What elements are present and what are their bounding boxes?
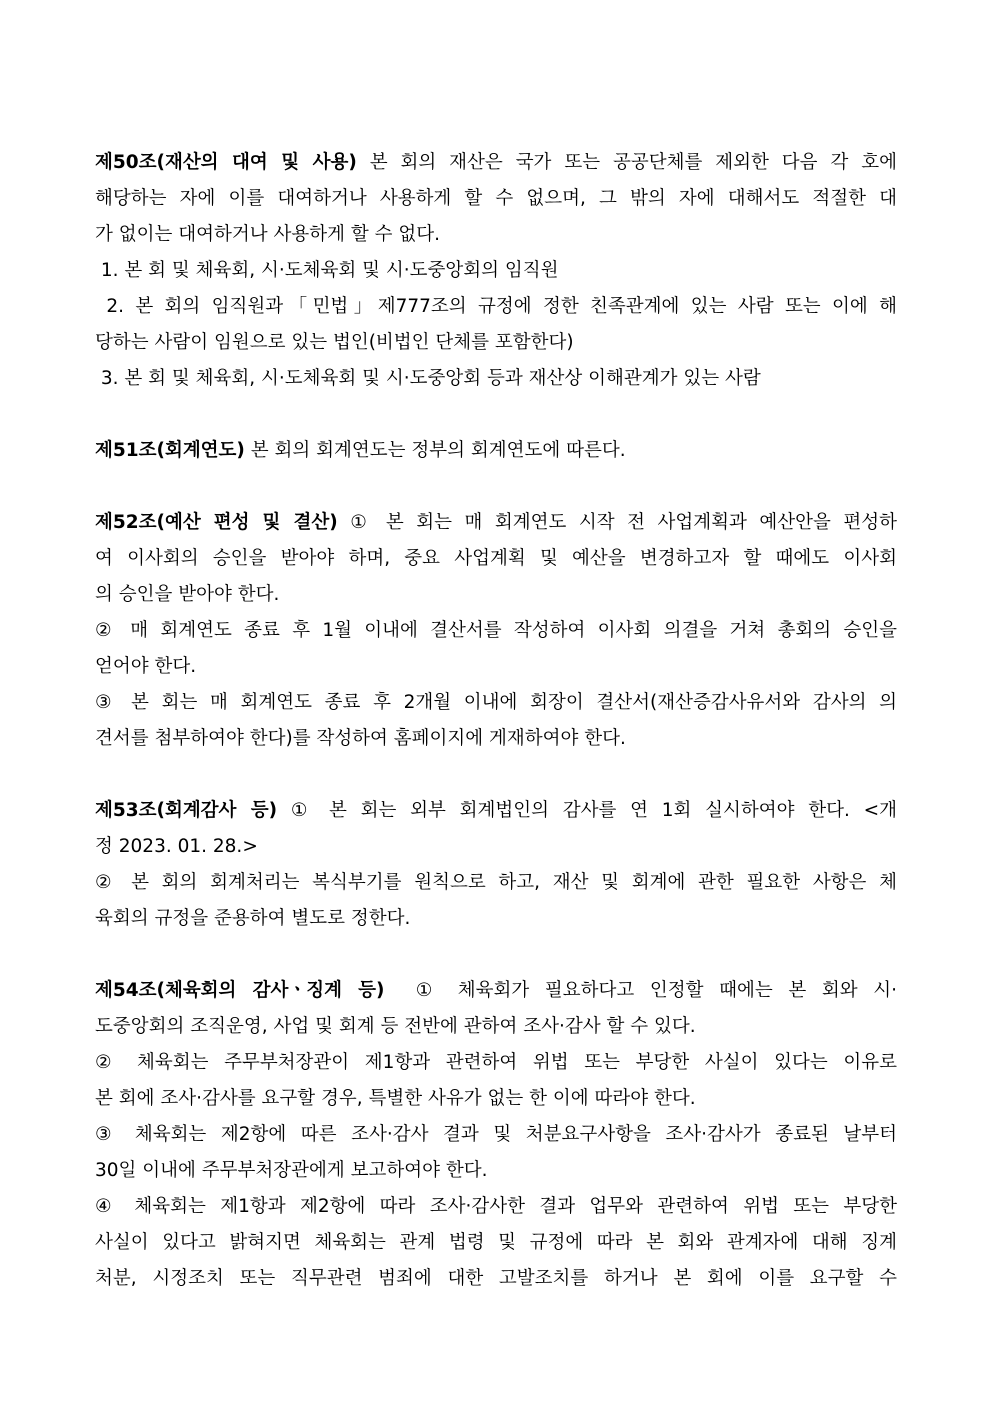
article-54-line-9: 처분, 시정조치 또는 직무관련 범죄에 대한 고발조치를 하거나 본 회에 이를 요구할 수 xyxy=(95,1268,897,1289)
article-52-title: 제52조(예산 편성 및 결산) xyxy=(95,512,338,533)
article-50-item-1: 1. 본 회 및 체육회, 시·도체육회 및 시·도중앙회의 임직원 xyxy=(95,260,559,281)
article-52-line-1 xyxy=(95,510,897,536)
article-51-text: 본 회의 회계연도는 정부의 회계연도에 따른다. xyxy=(250,440,626,461)
article-50-line-2: 해당하는 자에 이를 대여하거나 사용하게 할 수 없으며, 그 밖의 자에 대해서도 적절한 대 xyxy=(95,188,897,209)
article-52-line-3: 의 승인을 받아야 한다. xyxy=(95,584,280,605)
article-52-text: ① 본 회는 매 회계연도 시작 전 사업계획과 예산안을 편성하 xyxy=(350,512,898,533)
article-51-title: 제51조(회계연도) xyxy=(95,440,245,461)
article-50-line-3: 가 없이는 대여하거나 사용하게 할 수 없다. xyxy=(95,224,440,245)
article-54-line-5: ③ 체육회는 제2항에 따른 조사·감사 결과 및 처분요구사항을 조사·감사가 종료된 날부터 xyxy=(95,1124,897,1145)
article-53-text: ① 본 회는 외부 회계법인의 감사를 연 1회 실시하여야 한다. <개 xyxy=(290,800,898,821)
article-50-text: 본 회의 재산은 국가 또는 공공단체를 제외한 다음 각 호에 xyxy=(369,152,897,173)
article-54-title: 제54조(체육회의 감사ㆍ징계 등) xyxy=(95,980,385,1001)
article-51-line-1 xyxy=(95,438,897,464)
article-54-line-1 xyxy=(95,978,897,1004)
article-53-line-4: 육회의 규정을 준용하여 별도로 정한다. xyxy=(95,908,411,929)
article-50-title: 제50조(재산의 대여 및 사용) xyxy=(95,152,357,173)
article-50-item-2: 2. 본 회의 임직원과「민법」제777조의 규정에 정한 친족관계에 있는 사람 또는 이에 해 xyxy=(95,296,897,317)
article-53-title: 제53조(회계감사 등) xyxy=(95,800,278,821)
article-52-line-5: 얻어야 한다. xyxy=(95,656,197,677)
article-52-line-4: ② 매 회계연도 종료 후 1월 이내에 결산서를 작성하여 이사회 의결을 거쳐 총회의 승인을 xyxy=(95,620,897,641)
article-54-line-2: 도중앙회의 조직운영, 사업 및 회계 등 전반에 관하여 조사·감사 할 수 있다. xyxy=(95,1016,696,1037)
article-53-line-2: 정 2023. 01. 28.> xyxy=(95,836,258,857)
article-53-line-3: ② 본 회의 회계처리는 복식부기를 원칙으로 하고, 재산 및 회계에 관한 필요한 사항은 체 xyxy=(95,872,897,893)
article-50-item-3: 3. 본 회 및 체육회, 시·도체육회 및 시·도중앙회 등과 재산상 이해관계가 있는 사람 xyxy=(95,368,761,389)
article-52-line-7: 견서를 첨부하여야 한다)를 작성하여 홈페이지에 게재하여야 한다. xyxy=(95,728,626,749)
article-54-line-4: 본 회에 조사·감사를 요구할 경우, 특별한 사유가 없는 한 이에 따라야 한다. xyxy=(95,1088,696,1109)
article-54-line-7: ④ 체육회는 제1항과 제2항에 따라 조사·감사한 결과 업무와 관련하여 위법 또는 부당한 xyxy=(95,1196,897,1217)
article-54-text: ① 체육회가 필요하다고 인정할 때에는 본 회와 시· xyxy=(415,980,897,1001)
article-54-line-6: 30일 이내에 주무부처장관에게 보고하여야 한다. xyxy=(95,1160,488,1181)
article-52-line-2: 여 이사회의 승인을 받아야 하며, 중요 사업계획 및 예산을 변경하고자 할 때에도 이사회 xyxy=(95,548,897,569)
article-54-line-3: ② 체육회는 주무부처장관이 제1항과 관련하여 위법 또는 부당한 사실이 있다는 이유로 xyxy=(95,1052,897,1073)
article-53-line-1 xyxy=(95,798,897,824)
article-54-line-8: 사실이 있다고 밝혀지면 체육회는 관계 법령 및 규정에 따라 본 회와 관계자에 대해 징계 xyxy=(95,1232,897,1253)
article-50-item-2-cont: 당하는 사람이 임원으로 있는 법인(비법인 단체를 포함한다) xyxy=(95,332,574,353)
article-50-line-1 xyxy=(95,150,897,176)
article-52-line-6: ③ 본 회는 매 회계연도 종료 후 2개월 이내에 회장이 결산서(재산증감사유서와 감사의 의 xyxy=(95,692,897,713)
